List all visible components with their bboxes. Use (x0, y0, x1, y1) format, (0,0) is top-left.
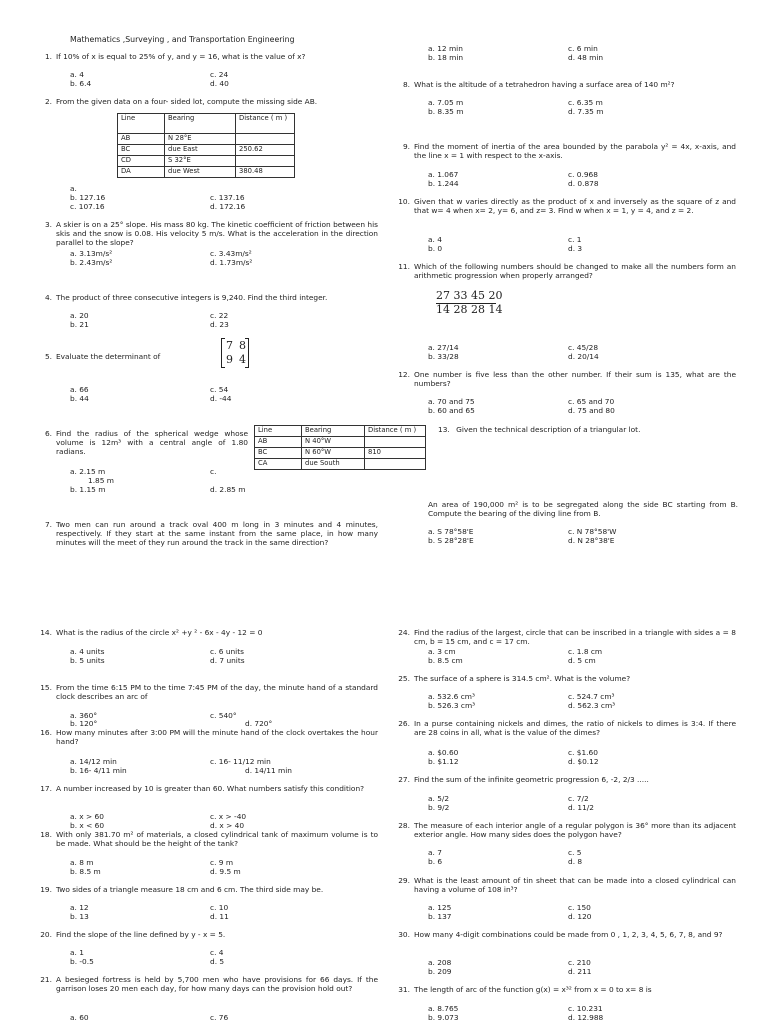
question-21 (36, 975, 378, 993)
option-b: b. $1.12 (428, 757, 459, 766)
page-title: Mathematics ,Surveying , and Transportation Engineering (70, 35, 295, 44)
option-c: c. 6.35 m (568, 98, 603, 107)
option-a: a. 532.6 cm³ (428, 692, 475, 701)
option-b: b. -0.5 (70, 957, 94, 966)
option-b: b. x < 60 (70, 821, 105, 830)
table-cell: DA (118, 167, 165, 178)
question-24 (394, 628, 736, 646)
option-d: d. 7.35 m (568, 107, 604, 116)
option-b: b. 526.3 cm³ (428, 701, 476, 710)
option-d: d. 9.5 m (210, 867, 241, 876)
option-b: b. 8.35 m (428, 107, 464, 116)
question-text: Find the radius of the spherical wedge whose volume is 12m³ with a central angle of 1.80 radians. (56, 429, 248, 457)
question-text: From the given data on a four- sided lot, compute the missing side AB. (56, 97, 318, 106)
question-7 (36, 520, 378, 547)
option-a: a. 70 and 75 (428, 397, 475, 406)
question-28 (394, 821, 736, 839)
option-d: d. 40 (210, 79, 229, 88)
question-number: 24. (398, 628, 410, 637)
option-b: b. 6 (428, 857, 443, 866)
option-d: d. 11/2 (568, 803, 594, 812)
question-20 (36, 930, 378, 939)
fraction-numerators: 27 33 45 20 (436, 289, 503, 302)
question-text: What is the least amount of tin sheet that can be made into a closed cylindrical can having a volume of 108 in³? (414, 876, 736, 895)
question-number: 12. (398, 370, 410, 379)
option-b: b. 127.16 (70, 193, 106, 202)
table-cell (236, 156, 295, 167)
question-number: 1. (44, 52, 52, 61)
option-c: c. 7/2 (568, 794, 589, 803)
option-a: a. 125 (428, 903, 452, 912)
option-c: c. N 78°58'W (568, 527, 617, 536)
question-text: In a purse containing nickels and dimes, the ratio of nickels to dimes is 3:4. If there are 28 coins in all, what is the value of the dimes? (414, 719, 736, 738)
question-number: 9. (402, 142, 410, 151)
question-number: 18. (40, 830, 52, 839)
option-a: a. 7.05 m (428, 98, 464, 107)
question-number: 21. (40, 975, 52, 984)
option-c: c. 6 units (210, 647, 244, 656)
matrix-entry: 9 (226, 353, 233, 366)
question-number: 31. (398, 985, 410, 994)
table-cell (365, 437, 426, 448)
option-b: b. 60 and 65 (428, 406, 475, 415)
option-c: c. 5 (568, 848, 582, 857)
question-text: How many 4-digit combinations could be made from 0 , 1, 2, 3, 4, 5, 6, 7, 8, and 9? (414, 930, 723, 939)
option-d: d. 172.16 (210, 202, 246, 211)
option-c: c. 107.16 (70, 202, 105, 211)
fraction-denominators: 14 28 28 14 (436, 303, 503, 316)
question-29 (394, 876, 736, 894)
option-c: c. 22 (210, 311, 229, 320)
option-b: b. 16- 4/11 min (70, 766, 127, 775)
option-c: c. 10 (210, 903, 229, 912)
option-a: a. 360° (70, 711, 98, 720)
question-3 (36, 220, 378, 247)
question-30 (394, 930, 736, 939)
option-b: b. 13 (70, 912, 89, 921)
question-text: A skier is on a 25° slope. His mass 80 kg. The kinetic coefficient of friction between his skis and the snow is 0.08. His velocity 5 m/s. What is the acceleration in the direction parallel to the slope? (56, 220, 378, 248)
option-b: b. 21 (70, 320, 89, 329)
matrix-entry: 4 (239, 353, 246, 366)
triangular-lot-table (254, 425, 426, 470)
question-9 (394, 142, 736, 160)
question-text: What is the radius of the circle x² +y ² - 6x - 4y - 12 = 0 (56, 628, 263, 637)
question-11 (394, 262, 736, 280)
question-text: The length of arc of the function g(x) = x³² from x = 0 to x= 8 is (414, 985, 652, 994)
table-header: Line (118, 114, 165, 134)
option-b: b. 2.43m/s² (70, 258, 113, 267)
matrix-left-bracket (221, 338, 225, 368)
question-number: 17. (40, 784, 52, 793)
question-text: Find the sum of the infinite geometric progression 6, -2, 2/3 ..... (414, 775, 649, 784)
question-text: With only 381.70 m² of materials, a closed cylindrical tank of maximum volume is to be made. What should be the height of the tank? (56, 830, 378, 849)
question-number: 15. (40, 683, 52, 692)
option-a: a. 4 units (70, 647, 105, 656)
question-6 (36, 429, 248, 456)
option-b: b. 5 units (70, 656, 105, 665)
option-b: b. 6.4 (70, 79, 92, 88)
option-b: b. 1.15 m (70, 485, 106, 494)
option-c: c. 10.231 (568, 1004, 603, 1013)
option-d: d. 11 (210, 912, 229, 921)
option-d: d. 5 (210, 957, 225, 966)
question-text: What is the altitude of a tetrahedron having a surface area of 140 m²? (414, 80, 675, 89)
question-text: Two sides of a triangle measure 18 cm and 6 cm. The third side may be. (56, 885, 324, 894)
question-number: 20. (40, 930, 52, 939)
question-4 (36, 293, 378, 302)
option-a: a. 12 min (428, 44, 463, 53)
option-c: c. 137.16 (210, 193, 245, 202)
option-a: a. (70, 184, 77, 193)
question-5 (36, 352, 216, 361)
question-text: The surface of a sphere is 314.5 cm². What is the volume? (414, 674, 631, 683)
question-19 (36, 885, 378, 894)
question-25 (394, 674, 736, 683)
question-text: A number increased by 10 is greater than 60. What numbers satisfy this condition? (56, 784, 365, 793)
question-26 (394, 719, 736, 737)
table-header: Bearing (302, 426, 365, 437)
option-b: b. S 28°28'E (428, 536, 474, 545)
matrix-entry: 8 (239, 339, 246, 352)
question-number: 25. (398, 674, 410, 683)
option-c: c. $1.60 (568, 748, 598, 757)
option-a: a. $0.60 (428, 748, 459, 757)
option-c: c. 76 (210, 1013, 229, 1022)
option-d: d. 1.73m/s² (210, 258, 253, 267)
question-27 (394, 775, 736, 784)
table-header: Distance ( m ) (365, 426, 426, 437)
question-text: A besieged fortress is held by 5,700 men who have provisions for 66 days. If the garrison loses 20 men each day, for how many days can the provision hold out? (56, 975, 378, 994)
question-10 (394, 197, 736, 215)
question-text: The product of three consecutive integers is 9,240. Find the third integer. (56, 293, 328, 302)
matrix-entry: 7 (226, 339, 233, 352)
option-d: d. 14/11 min (245, 766, 292, 775)
option-b: b. 33/28 (428, 352, 459, 361)
question-text: Find the moment of inertia of the area bounded by the parabola y² = 4x, x-axis, and the line x = 1 with respect to the x-axis. (414, 142, 736, 161)
question-number: 4. (44, 293, 52, 302)
table-cell: due East (165, 145, 236, 156)
question-text: Find the radius of the largest, circle that can be inscribed in a triangle with sides a = 8 cm, b = 15 cm, and c = 17 cm. (414, 628, 736, 647)
option-d: d. 48 min (568, 53, 604, 62)
option-a: a. 8.765 (428, 1004, 459, 1013)
table-cell: N 40°W (302, 437, 365, 448)
option-d: d. 12.988 (568, 1013, 604, 1022)
option-a: a. x > 60 (70, 812, 104, 821)
option-c: c. 0.968 (568, 170, 598, 179)
question-12 (394, 370, 736, 388)
table-cell: S 32°E (165, 156, 236, 167)
option-d: d. 7 units (210, 656, 245, 665)
option-c: c. 1 (568, 235, 582, 244)
option-a: a. 14/12 min (70, 757, 117, 766)
option-a: a. 8 m (70, 858, 94, 867)
table-header: Bearing (165, 114, 236, 134)
question-text: Find the slope of the line defined by y - x = 5. (56, 930, 226, 939)
question-text: From the time 6:15 PM to the time 7:45 PM of the day, the minute hand of a standard clock describes an arc of (56, 683, 378, 702)
table-cell: CD (118, 156, 165, 167)
option-c: c. x > -40 (210, 812, 247, 821)
question-13 (438, 425, 640, 434)
option-b: b. 209 (428, 967, 452, 976)
question-number: 13. (438, 425, 450, 434)
option-c: c. 65 and 70 (568, 397, 615, 406)
option-c-value: 1.85 m (88, 476, 115, 485)
question-number: 14. (40, 628, 52, 637)
option-c: c. 210 (568, 958, 591, 967)
question-number: 11. (398, 262, 410, 271)
question-text: Which of the following numbers should be changed to make all the numbers form an arithmetic progression when properly arranged? (414, 262, 736, 281)
table-cell: BC (255, 448, 302, 459)
question-number: 3. (44, 220, 52, 229)
option-a: a. 4 (428, 235, 442, 244)
traverse-table (117, 113, 295, 178)
option-c: c. 16- 11/12 min (210, 757, 271, 766)
option-b: b. 9.073 (428, 1013, 459, 1022)
question-number: 7. (44, 520, 52, 529)
option-c: c. 45/28 (568, 343, 599, 352)
option-d: d. 120 (568, 912, 592, 921)
table-cell: N 28°E (165, 134, 236, 145)
option-c: c. 6 min (568, 44, 598, 53)
question-17 (36, 784, 378, 793)
question-18 (36, 830, 378, 848)
option-d: d. 720° (245, 719, 273, 728)
table-cell: due West (165, 167, 236, 178)
option-d: d. 5 cm (568, 656, 596, 665)
option-c: c. 1.8 cm (568, 647, 603, 656)
option-c: c. 9 m (210, 858, 234, 867)
table-header: Line (255, 426, 302, 437)
question-number: 26. (398, 719, 410, 728)
table-cell: AB (118, 134, 165, 145)
question-number: 8. (402, 80, 410, 89)
option-a: a. 66 (70, 385, 89, 394)
option-b: b. 0 (428, 244, 443, 253)
table-cell: N 60°W (302, 448, 365, 459)
option-a: a. 208 (428, 958, 452, 967)
table-cell: 380.48 (236, 167, 295, 178)
option-a: a. 2.15 m (70, 467, 106, 476)
option-d: d. $0.12 (568, 757, 599, 766)
option-b: b. 8.5 m (70, 867, 101, 876)
option-a: a. 3.13m/s² (70, 249, 113, 258)
option-a: a. 60 (70, 1013, 89, 1022)
table-header: Distance ( m ) (236, 114, 295, 134)
option-c: c. 150 (568, 903, 591, 912)
option-c: c. 24 (210, 70, 229, 79)
option-a: a. 4 (70, 70, 84, 79)
question-number: 2. (44, 97, 52, 106)
question-text: How many minutes after 3:00 PM will the minute hand of the clock overtakes the hour hand? (56, 728, 378, 747)
option-d: d. 0.878 (568, 179, 599, 188)
option-b: b. 44 (70, 394, 89, 403)
question-2 (36, 97, 378, 106)
option-c: c. 524.7 cm³ (568, 692, 615, 701)
option-a: a. 5/2 (428, 794, 450, 803)
question-number: 28. (398, 821, 410, 830)
option-a: a. 12 (70, 903, 89, 912)
question-number: 29. (398, 876, 410, 885)
question-number: 10. (398, 197, 410, 206)
question-16 (36, 728, 378, 746)
question-14 (36, 628, 378, 637)
option-d: d. x > 40 (210, 821, 245, 830)
option-a: a. 3 cm (428, 647, 456, 656)
question-1 (36, 52, 378, 61)
option-c: c. 4 (210, 948, 224, 957)
question-text: Evaluate the determinant of (56, 352, 161, 361)
option-b: b. 1.244 (428, 179, 459, 188)
table-cell (236, 134, 295, 145)
table-cell: 810 (365, 448, 426, 459)
option-c: c. (210, 467, 217, 476)
question-31 (394, 985, 736, 994)
option-d: d. 75 and 80 (568, 406, 615, 415)
question-text: Given the technical description of a triangular lot. (456, 425, 641, 434)
option-d: d. -44 (210, 394, 232, 403)
option-c: c. 54 (210, 385, 229, 394)
option-d: d. 562.3 cm³ (568, 701, 616, 710)
option-a: a. 1.067 (428, 170, 459, 179)
option-d: d. 2.85 m (210, 485, 246, 494)
question-text: One number is five less than the other number. If their sum is 135, what are the numbers? (414, 370, 736, 389)
table-cell: AB (255, 437, 302, 448)
option-c: c. 3.43m/s² (210, 249, 252, 258)
option-d: d. 23 (210, 320, 229, 329)
question-text: The measure of each interior angle of a regular polygon is 36° more than its adjacent exterior angle. How many sides does the polygon have? (414, 821, 736, 840)
option-b: b. 120° (70, 719, 98, 728)
question-number: 5. (44, 352, 52, 361)
option-a: a. 1 (70, 948, 84, 957)
question-text: Two men can run around a track oval 400 m long in 3 minutes and 4 minutes, respectively. If they start at the same instant from the same place, in how many minutes will the meet of they run around the track in the same direction? (56, 520, 378, 548)
option-a: a. 7 (428, 848, 442, 857)
option-c: c. 540° (210, 711, 237, 720)
question-number: 30. (398, 930, 410, 939)
question-text: If 10% of x is equal to 25% of y, and y = 16, what is the value of x? (56, 52, 306, 61)
question-number: 19. (40, 885, 52, 894)
table-cell: BC (118, 145, 165, 156)
question-13-task: An area of 190,000 m² is to be segregated along the side BC starting from B. Compute the bearing of the diving line from B. (428, 500, 738, 519)
option-d: d. 20/14 (568, 352, 599, 361)
option-d: d. 3 (568, 244, 583, 253)
option-d: d. 211 (568, 967, 592, 976)
option-b: b. 18 min (428, 53, 464, 62)
option-d: d. N 28°38'E (568, 536, 615, 545)
option-b: b. 137 (428, 912, 452, 921)
table-cell: CA (255, 459, 302, 470)
question-number: 16. (40, 728, 52, 737)
option-a: a. 20 (70, 311, 89, 320)
table-cell: due South (302, 459, 365, 470)
option-b: b. 8.5 cm (428, 656, 463, 665)
option-d: d. 8 (568, 857, 583, 866)
option-a: a. 27/14 (428, 343, 459, 352)
option-a: a. S 78°58'E (428, 527, 474, 536)
table-cell (365, 459, 426, 470)
question-text: Given that w varies directly as the product of x and inversely as the square of z and that w= 4 when x= 2, y= 6, and z= 3. Find w when x = 1, y = 4, and z = 2. (414, 197, 736, 216)
question-8 (394, 80, 736, 89)
option-b: b. 9/2 (428, 803, 450, 812)
question-number: 6. (44, 429, 52, 438)
question-15 (36, 683, 378, 701)
question-number: 27. (398, 775, 410, 784)
table-cell: 250.62 (236, 145, 295, 156)
